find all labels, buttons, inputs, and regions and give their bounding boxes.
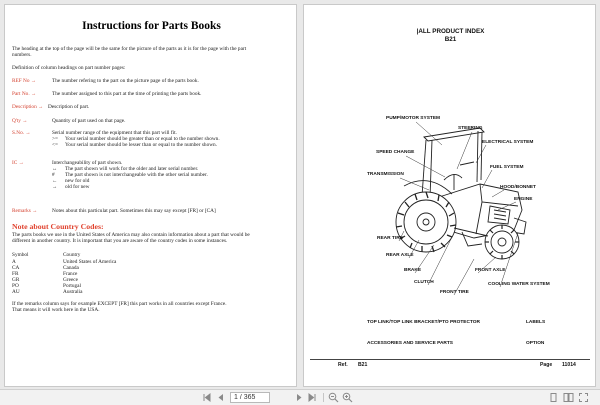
next-page-icon[interactable] [294,392,305,403]
serial-symbol: >= [52,136,58,142]
ic-note: old for new [65,184,90,190]
footer-ref-label: Ref. [338,362,348,368]
country-name: Portugal [63,283,81,289]
callout-transmission[interactable]: TRANSMISSION [367,172,404,177]
callout-top-link[interactable]: TOP LINK/TOP LINK BRACKET/PTO PROTECTOR [367,320,481,325]
model-heading: B21 [444,36,457,43]
definition-text: Definition of column headings on part number pages: [12,65,126,71]
country-code: PO [12,283,19,289]
country-table-header: Symbol [12,252,29,258]
zoom-in-icon[interactable] [342,392,353,403]
toolbar-separator [323,393,324,402]
ic-note: The part shown is not interchangeable with the other serial number. [65,172,208,178]
country-code: GR [12,277,20,283]
footer-page-value: 11014 [562,362,576,368]
index-heading: |ALL PRODUCT INDEX [416,28,485,35]
callout-steering[interactable]: STEERING [458,126,483,131]
country-codes-heading: Note about Country Codes: [12,222,104,231]
country-name: Australia [63,289,83,295]
ic-note: The part shown will work for the older and later serial number. [65,166,199,172]
prev-page-icon[interactable] [215,392,226,403]
single-page-icon[interactable] [548,392,559,403]
viewer-toolbar [0,389,600,405]
last-page-icon[interactable] [307,392,318,403]
entry-key-qty: Q'ty → [12,118,28,124]
country-name: France [63,271,78,277]
callout-fuel-system[interactable]: FUEL SYSTEM [490,165,524,170]
country-table-header: Country [63,252,81,258]
first-page-icon[interactable] [201,392,212,403]
footer-divider [310,359,590,360]
callout-speed-change[interactable]: SPEED CHANGE [376,150,415,155]
callout-hood-bonnet[interactable]: HOOD/BONNET [500,185,536,190]
footer-page-label: Page [540,362,553,368]
callout-front-tire[interactable]: FRONT TIRE [440,290,469,295]
callout-electrical-system[interactable]: ELECTRICAL SYSTEM [482,140,534,145]
entry-desc-ref: The number refering to the part on the picture page of the parts book. [52,78,199,84]
callout-labels[interactable]: LABELS [526,320,546,325]
callout-rear-axle[interactable]: REAR AXLE [386,253,414,258]
tractor-illustration [304,110,596,310]
entry-key-ic: IC → [12,160,24,166]
serial-note: Your serial number should be greater than or equal to the number shown. [65,136,220,142]
country-text-line-1: The parts books we use in the United States of America may also contain information about a part that would be [12,232,250,238]
callout-accessories[interactable]: ACCESSORIES AND SERVICE PARTS [367,341,454,346]
intro-line-2: numbers. [12,52,32,58]
page-number-input[interactable] [230,392,270,403]
country-code: FR [12,271,19,277]
country-code: AU [12,289,20,295]
country-code: CA [12,265,20,271]
country-code: A [12,259,16,265]
entry-key-part: Part No. → [12,91,37,97]
country-name: Canada [63,265,79,271]
closing-line-1: If the remarks column says for example EXCEPT [FR] this part works in all countries except France. [12,301,227,307]
ic-symbol: → [52,184,58,190]
ic-symbol: ← [52,178,58,184]
footer-ref-value: B21 [358,362,368,368]
closing-line-2: That means it will work here in the USA. [12,307,100,313]
document-page-right [303,4,596,387]
serial-symbol: <= [52,142,58,148]
callout-option[interactable]: OPTION [526,341,545,346]
entry-desc-qty: Quantity of part used on that page. [52,118,126,124]
ic-symbol: ↔ [52,166,58,172]
callout-front-axle[interactable]: FRONT AXLE [475,268,506,273]
entry-key-description: Description → [12,104,44,110]
document-page-left [4,4,297,387]
callout-engine[interactable]: ENGINE [514,197,533,202]
country-name: Greece [63,277,78,283]
callout-clutch[interactable]: CLUTCH [414,280,434,285]
intro-line-1: The heading at the top of the page will be the same for the picture of the parts as it is for the page with the part [12,46,247,52]
callout-brake[interactable]: BRAKE [404,268,422,273]
country-name: United States of America [63,259,117,265]
entry-key-remarks: Remarks → [12,208,38,214]
page-title: Instructions for Parts Books [82,20,221,32]
entry-key-ref: REF No → [12,78,37,84]
fullscreen-icon[interactable] [578,392,589,403]
entry-desc-description: Description of part. [48,104,90,110]
entry-desc-part: The number assigned to this part at the time of printing the parts book. [52,91,202,97]
country-text-line-2: different in another country. It is important that you are aware of the country codes in some instances. [12,238,228,244]
serial-note: Your serial number should be lesser than or equal to the number shown. [65,142,218,148]
callout-pump-motor-system[interactable]: PUMP/MOTOR SYSTEM [386,116,441,121]
entry-desc-remarks: Notes about this particulat part. Sometimes this may say except [FR] or [CA] [52,208,216,214]
ic-note: new for old [65,178,90,184]
entry-key-sno: S.No. → [12,130,31,136]
zoom-out-icon[interactable] [328,392,339,403]
callout-rear-tire[interactable]: REAR TIRE [377,236,403,241]
ic-symbol: # [52,172,55,178]
callout-cooling-water-system[interactable]: COOLING WATER SYSTEM [488,282,550,287]
two-page-icon[interactable] [563,392,574,403]
entry-desc-sno: Serial number range of the equipment that this part will fit. [52,130,177,136]
entry-desc-ic: Interchangeability of part shown. [52,160,123,166]
